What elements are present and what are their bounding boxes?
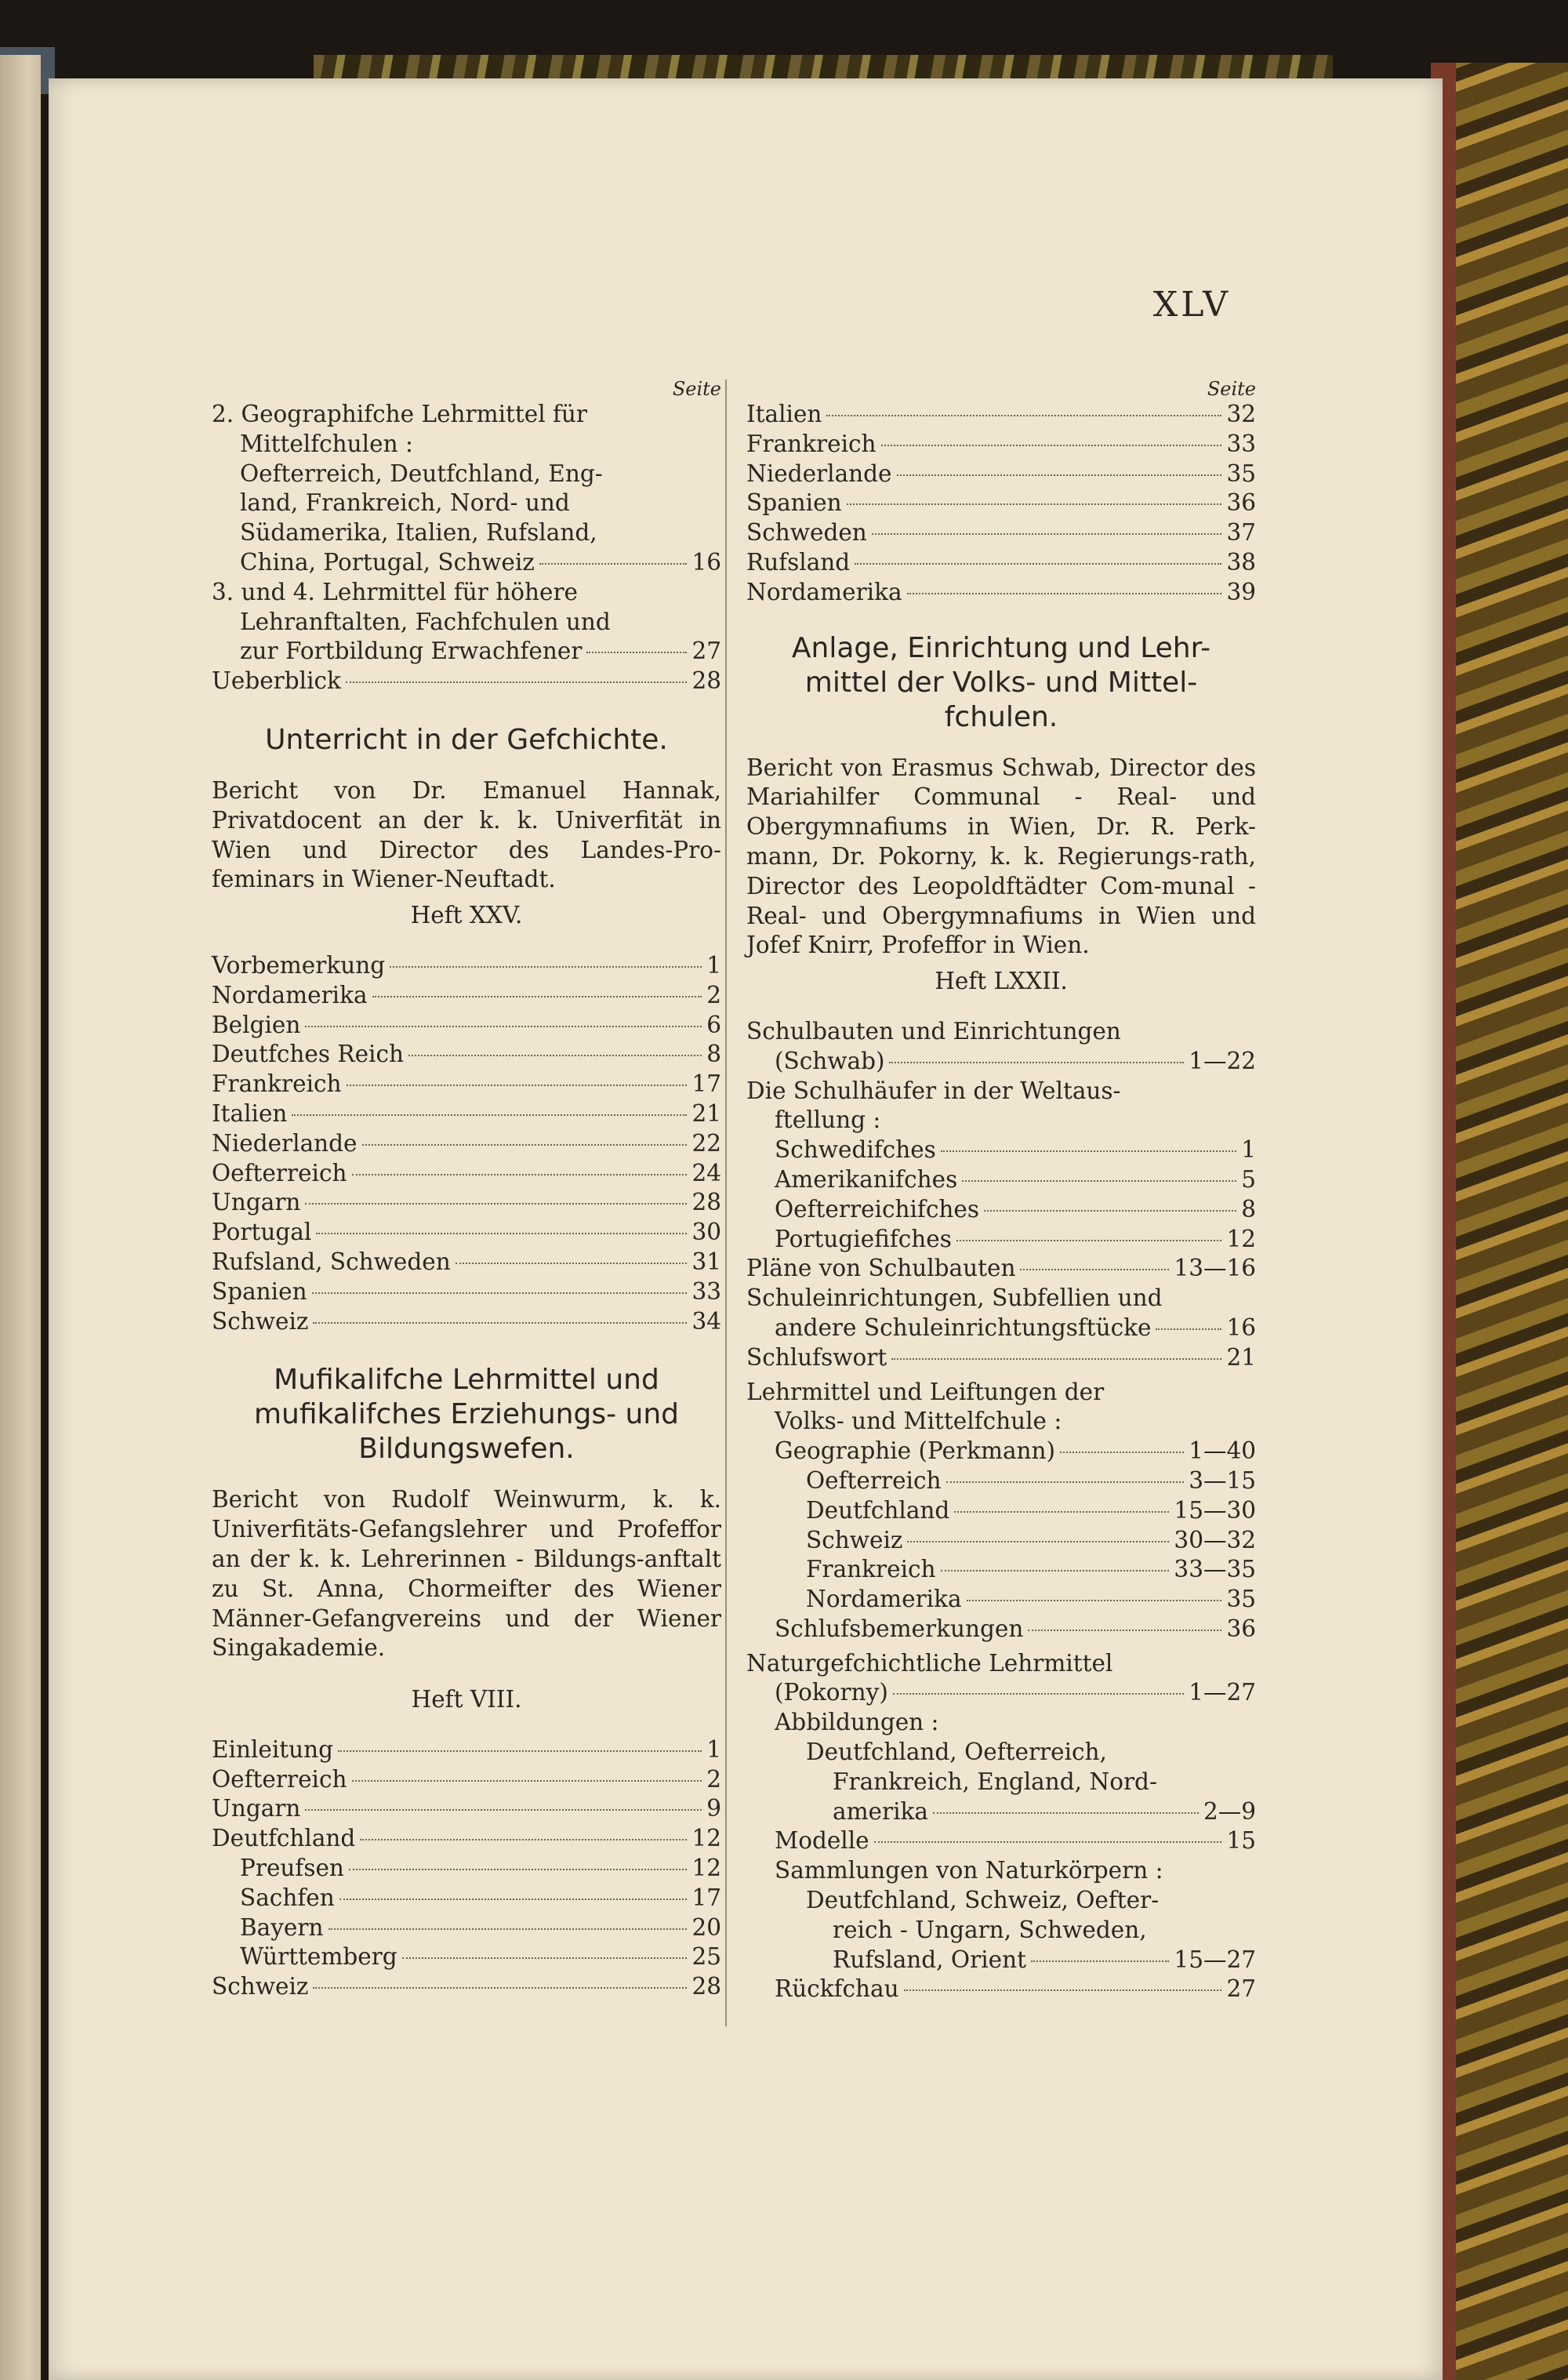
heading-line: Mufikalifche Lehrmittel und bbox=[274, 1364, 659, 1397]
history-report: Bericht von Dr. Emanuel Hannak, Privatdocent an der k. k. Univerfität in Wien und Director des Landes-Pro-feminars in Wiener-Neuftadt. bbox=[212, 776, 721, 893]
toc-entry: Nordamerika 35 bbox=[806, 1586, 1256, 1613]
toc-entry: Preufsen 12 bbox=[240, 1855, 721, 1882]
toc-entry: Rufsland, Schweden 31 bbox=[212, 1248, 721, 1275]
toc-entry: Die Schulhäufer in der Weltaus- bbox=[746, 1077, 1121, 1104]
toc-entry: Deutfchland 15—30 bbox=[806, 1496, 1256, 1524]
toc-entry: Schweiz 28 bbox=[212, 1973, 721, 2000]
toc-entry: Portugiefifches 12 bbox=[775, 1225, 1256, 1252]
toc-entry: ftellung : bbox=[775, 1106, 881, 1134]
toc-entry: Pläne von Schulbauten 13—16 bbox=[746, 1255, 1256, 1282]
toc-entry: reich - Ungarn, Schweden, bbox=[833, 1916, 1147, 1943]
section-heading-music bbox=[212, 1363, 721, 1466]
toc-entry: Mittelfchulen : bbox=[240, 430, 413, 457]
toc-entry: Spanien 36 bbox=[746, 489, 1256, 517]
toc-entry: Niederlande 35 bbox=[746, 460, 1256, 487]
toc-entry: Lehranftalten, Fachfchulen und bbox=[240, 608, 611, 635]
toc-entry: amerika 2—9 bbox=[833, 1797, 1256, 1825]
heading-line: fchulen. bbox=[944, 700, 1058, 733]
column-divider bbox=[725, 380, 727, 2026]
seite-label: Seite bbox=[1207, 378, 1256, 400]
toc-entry: Spanien 33 bbox=[212, 1277, 721, 1305]
toc-entry: andere Schuleinrichtungsftücke 16 bbox=[775, 1314, 1256, 1341]
toc-entry: Ungarn 28 bbox=[212, 1189, 721, 1216]
toc-entry: Lehrmittel und Leiftungen der bbox=[746, 1378, 1105, 1405]
schools-heft: Heft LXXII. bbox=[935, 968, 1068, 995]
section-heading-schools bbox=[746, 631, 1256, 735]
toc-entry: Deutfchland, Oefterreich, bbox=[806, 1739, 1107, 1766]
right-column bbox=[746, 380, 1256, 2004]
toc-entry: Deutfchland 12 bbox=[212, 1825, 721, 1852]
toc-entry: 3. und 4. Lehrmittel für höhere bbox=[212, 578, 579, 605]
toc-entry: Italien 32 bbox=[746, 401, 1256, 427]
toc-entry: Schulbauten und Einrichtungen bbox=[746, 1017, 1121, 1045]
heading-line: mufikalifches Erziehungs- und bbox=[253, 1398, 680, 1431]
toc-entry: Schweiz 34 bbox=[212, 1307, 721, 1335]
toc-entry: Schuleinrichtungen, Subfellien und bbox=[746, 1284, 1163, 1312]
toc-entry: Nordamerika 2 bbox=[212, 981, 721, 1008]
toc-entry: (Pokorny) 1—27 bbox=[775, 1679, 1256, 1706]
heading-line: mittel der Volks- und Mittel- bbox=[804, 666, 1198, 699]
toc-entry: Frankreich, England, Nord- bbox=[833, 1768, 1157, 1795]
toc-entry: Schweiz 30—32 bbox=[806, 1526, 1256, 1553]
heading-line: Bildungswefen. bbox=[358, 1433, 575, 1466]
toc-entry: Naturgefchichtliche Lehrmittel bbox=[746, 1649, 1113, 1677]
history-heft: Heft XXV. bbox=[410, 902, 523, 929]
toc-entry: Amerikanifches 5 bbox=[775, 1165, 1256, 1193]
seite-label: Seite bbox=[672, 378, 721, 400]
toc-entry: Oefterreich 24 bbox=[212, 1159, 721, 1186]
toc-entry: Belgien 6 bbox=[212, 1011, 721, 1038]
toc-entry: Rufsland, Orient 15—27 bbox=[833, 1946, 1256, 1973]
heading-line: Anlage, Einrichtung und Lehr- bbox=[791, 631, 1211, 664]
toc-entry: Schweden 37 bbox=[746, 519, 1256, 547]
toc-entry: Oefterreich 2 bbox=[212, 1765, 721, 1793]
toc-entry: Italien 21 bbox=[212, 1099, 721, 1127]
toc-entry: Deutfchland, Schweiz, Oefter- bbox=[806, 1887, 1160, 1914]
toc-entry: Ungarn 9 bbox=[212, 1795, 721, 1822]
toc-entry: Deutfches Reich 8 bbox=[212, 1041, 721, 1068]
section-heading-history: Unterricht in der Gefchichte. bbox=[265, 723, 668, 756]
toc-entry: Frankreich 33—35 bbox=[806, 1556, 1256, 1583]
toc-entry: Portugal 30 bbox=[212, 1219, 721, 1246]
toc-entry: Einleitung 1 bbox=[212, 1735, 721, 1763]
toc-entry: (Schwab) 1—22 bbox=[775, 1047, 1256, 1074]
toc-entry: Sammlungen von Naturkörpern : bbox=[775, 1857, 1163, 1884]
toc-entry: Rückfchau 27 bbox=[775, 1975, 1256, 2003]
left-column bbox=[212, 380, 721, 2002]
toc-entry: Schlufsbemerkungen 36 bbox=[775, 1615, 1256, 1642]
toc-entry: Geographie (Perkmann) 1—40 bbox=[775, 1437, 1256, 1465]
toc-entry: Württemberg 25 bbox=[240, 1943, 721, 1971]
schools-report: Bericht von Erasmus Schwab, Director des Mariahilfer Communal - Real- und Obergymnafiums in Wien, Dr. R. Perk-mann, Dr. Pokorny, k. k. Regierungs-rath, Director des Leopoldftädter Com-munal - Real- und Obergymnafiums in Wien und Jofef Knirr, Profeffor in Wien. bbox=[746, 754, 1256, 959]
toc-entry: Frankreich 17 bbox=[212, 1070, 721, 1098]
page-number: XLV bbox=[1152, 285, 1231, 325]
toc-entry: Oefterreich 3—15 bbox=[806, 1466, 1256, 1494]
toc-entry: land, Frankreich, Nord- und bbox=[240, 489, 570, 517]
toc-entry: zur Fortbildung Erwachfener 27 bbox=[240, 638, 721, 665]
toc-entry: Modelle 15 bbox=[775, 1827, 1256, 1855]
music-heft: Heft VIII. bbox=[411, 1686, 522, 1713]
toc-entry: Südamerika, Italien, Rufsland, bbox=[240, 519, 597, 547]
toc-entry: Frankreich 33 bbox=[746, 430, 1256, 457]
left-page-edge bbox=[0, 55, 41, 2380]
toc-entry: Bayern 20 bbox=[240, 1913, 721, 1941]
toc-entry: China, Portugal, Schweiz 16 bbox=[240, 548, 721, 576]
toc-entry: Niederlande 22 bbox=[212, 1129, 721, 1157]
toc-entry: Nordamerika 39 bbox=[746, 578, 1256, 605]
toc-entry: Sachfen 17 bbox=[240, 1884, 721, 1911]
toc-entry: 2. Geographifche Lehrmittel für bbox=[212, 401, 588, 427]
music-report: Bericht von Rudolf Weinwurm, k. k. Univerfitäts-Gefangslehrer und Profeffor an der k. k. Lehrerinnen - Bildungs-anftalt zu St. Anna, Chormeifter des Wiener Männer-Gefangvereins und der Wiener Singakademie. bbox=[212, 1486, 721, 1662]
toc-entry: Schlufswort 21 bbox=[746, 1343, 1256, 1371]
toc-entry: Oefterreichifches 8 bbox=[775, 1195, 1256, 1223]
spacer bbox=[212, 1663, 721, 1679]
toc-entry: Vorbemerkung 1 bbox=[212, 951, 721, 979]
toc-entry: Abbildungen : bbox=[775, 1709, 939, 1736]
toc-entry: Volks- und Mittelfchule : bbox=[775, 1408, 1062, 1435]
toc-entry: Oefterreich, Deutfchland, Eng- bbox=[240, 460, 603, 487]
toc-entry: Ueberblick 28 bbox=[212, 667, 721, 695]
toc-entry: Rufsland 38 bbox=[746, 548, 1256, 576]
toc-entry: Schwedifches 1 bbox=[775, 1136, 1256, 1164]
